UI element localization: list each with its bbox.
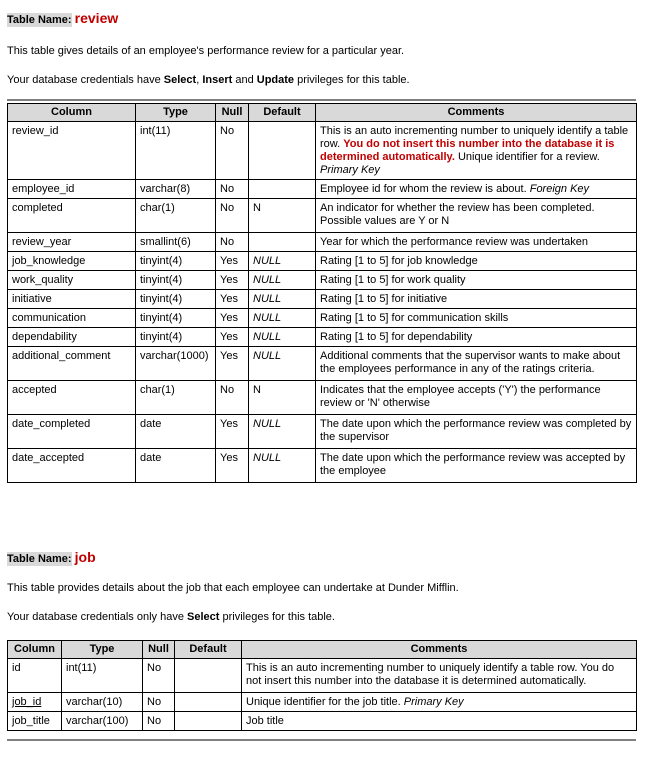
job-table-name: job: [74, 549, 96, 565]
cell-type: int(11): [136, 122, 216, 180]
cell-null: No: [216, 233, 249, 252]
cell-null: Yes: [216, 271, 249, 290]
header-null: Null: [143, 641, 175, 659]
cell-comments: Job title: [242, 712, 637, 731]
comment-text: This is an auto incrementing number to uniquely identify a table row.: [320, 125, 629, 150]
review-heading: [7, 10, 118, 26]
table-row: [8, 122, 637, 180]
table-row: [8, 659, 637, 693]
cell-default: NULL: [249, 415, 316, 449]
comment-key: Primary Key: [320, 164, 380, 176]
cell-type: char(1): [136, 199, 216, 233]
cell-null: Yes: [216, 449, 249, 483]
cell-type: smallint(6): [136, 233, 216, 252]
table-row: [8, 180, 637, 199]
cell-comments: Rating [1 to 5] for communication skills: [316, 309, 637, 328]
priv-text: privileges for this table.: [219, 611, 335, 623]
cell-type: int(11): [62, 659, 143, 693]
cell-null: No: [216, 180, 249, 199]
cell-comments: Rating [1 to 5] for dependability: [316, 328, 637, 347]
cell-null: Yes: [216, 347, 249, 381]
cell-null: No: [143, 693, 175, 712]
job-description: This table provides details about the job that each employee can undertake at Dunder Mifflin.: [7, 582, 459, 594]
header-null: Null: [216, 104, 249, 122]
cell-column: date_completed: [8, 415, 136, 449]
cell-column: employee_id: [8, 180, 136, 199]
cell-default: [175, 659, 242, 693]
cell-column: date_accepted: [8, 449, 136, 483]
cell-null: Yes: [216, 252, 249, 271]
table-row: [8, 252, 637, 271]
review-table-name: review: [74, 10, 119, 26]
priv-text: privileges for this table.: [294, 74, 410, 86]
cell-comments: [316, 122, 637, 180]
table-row: [8, 347, 637, 381]
comment-warning: You do not insert this number into the database it is determined automatically.: [320, 138, 615, 163]
header-comments: Comments: [242, 641, 637, 659]
cell-comments: [242, 693, 637, 712]
cell-type: char(1): [136, 381, 216, 415]
header-default: Default: [175, 641, 242, 659]
cell-default: [175, 693, 242, 712]
cell-default: [249, 180, 316, 199]
job-schema-table: [7, 640, 637, 731]
table-row: [8, 199, 637, 233]
header-comments: Comments: [316, 104, 637, 122]
cell-default: NULL: [249, 290, 316, 309]
cell-column: dependability: [8, 328, 136, 347]
cell-comments: The date upon which the performance review was completed by the supervisor: [316, 415, 637, 449]
job-privileges: [7, 611, 335, 623]
header-column: Column: [8, 641, 62, 659]
cell-column: job_title: [8, 712, 62, 731]
cell-column: initiative: [8, 290, 136, 309]
cell-default: NULL: [249, 309, 316, 328]
cell-comments: This is an auto incrementing number to uniquely identify a table row. You do not insert this number into the database it is determined automatically.: [242, 659, 637, 693]
cell-null: Yes: [216, 328, 249, 347]
cell-null: Yes: [216, 290, 249, 309]
cell-default: NULL: [249, 328, 316, 347]
priv-text: ,: [196, 74, 203, 86]
cell-null: No: [143, 712, 175, 731]
cell-type: varchar(10): [62, 693, 143, 712]
priv-update: Update: [256, 74, 295, 86]
cell-type: varchar(1000): [136, 347, 216, 381]
review-heading-label: Table Name:: [7, 14, 72, 26]
table-row: [8, 381, 637, 415]
table-row: [8, 271, 637, 290]
cell-column: job_id: [8, 693, 62, 712]
cell-comments: Additional comments that the supervisor wants to make about the employees performance in any of the ratings criteria.: [316, 347, 637, 381]
cell-column: work_quality: [8, 271, 136, 290]
cell-comments: Indicates that the employee accepts ('Y') the performance review or 'N' otherwise: [316, 381, 637, 415]
table-header-row: [8, 641, 637, 659]
cell-type: tinyint(4): [136, 328, 216, 347]
cell-type: tinyint(4): [136, 271, 216, 290]
cell-column: review_id: [8, 122, 136, 180]
cell-type: varchar(100): [62, 712, 143, 731]
comment-text: Unique identifier for the job title.: [246, 696, 404, 708]
cell-column: id: [8, 659, 62, 693]
cell-default: N: [249, 199, 316, 233]
priv-select: Select: [163, 74, 197, 86]
header-type: Type: [136, 104, 216, 122]
cell-comments: The date upon which the performance review was accepted by the employee: [316, 449, 637, 483]
priv-select: Select: [187, 611, 220, 623]
job-heading: [7, 549, 96, 565]
priv-text: Your database credentials have: [7, 74, 164, 86]
cell-default: NULL: [249, 449, 316, 483]
cell-column: communication: [8, 309, 136, 328]
header-type: Type: [62, 641, 143, 659]
table-row: [8, 415, 637, 449]
table-row: [8, 309, 637, 328]
cell-null: No: [216, 381, 249, 415]
cell-default: NULL: [249, 271, 316, 290]
cell-default: NULL: [249, 347, 316, 381]
cell-null: No: [143, 659, 175, 693]
cell-default: [175, 712, 242, 731]
cell-null: Yes: [216, 415, 249, 449]
comment-text: Employee id for whom the review is about.: [320, 183, 530, 195]
table-row: [8, 449, 637, 483]
table-row: [8, 693, 637, 712]
header-column: Column: [8, 104, 136, 122]
table-row: [8, 290, 637, 309]
priv-text: Your database credentials only have: [7, 611, 187, 623]
cell-column: additional_comment: [8, 347, 136, 381]
cell-null: Yes: [216, 309, 249, 328]
table-row: [8, 233, 637, 252]
cell-comments: [316, 180, 637, 199]
cell-type: date: [136, 415, 216, 449]
cell-default: NULL: [249, 252, 316, 271]
review-description: This table gives details of an employee's performance review for a particular year.: [7, 45, 405, 57]
comment-text: Unique identifier for a review.: [454, 151, 600, 163]
cell-comments: Rating [1 to 5] for work quality: [316, 271, 637, 290]
review-schema-table: [7, 103, 637, 483]
review-privileges: [7, 74, 410, 86]
comment-key: Foreign Key: [529, 183, 590, 195]
cell-comments: Rating [1 to 5] for job knowledge: [316, 252, 637, 271]
table-row: [8, 712, 637, 731]
cell-comments: Rating [1 to 5] for initiative: [316, 290, 637, 309]
cell-null: No: [216, 199, 249, 233]
cell-column: review_year: [8, 233, 136, 252]
comment-key: Primary Key: [403, 696, 464, 708]
cell-type: date: [136, 449, 216, 483]
priv-text: and: [232, 74, 257, 86]
header-default: Default: [249, 104, 316, 122]
section-rule: [7, 739, 636, 741]
cell-type: tinyint(4): [136, 252, 216, 271]
section-rule: [7, 99, 636, 101]
cell-null: No: [216, 122, 249, 180]
cell-type: varchar(8): [136, 180, 216, 199]
table-header-row: [8, 104, 637, 122]
cell-type: tinyint(4): [136, 309, 216, 328]
cell-default: [249, 122, 316, 180]
priv-insert: Insert: [202, 74, 233, 86]
cell-comments: Year for which the performance review was undertaken: [316, 233, 637, 252]
cell-default: [249, 233, 316, 252]
cell-type: tinyint(4): [136, 290, 216, 309]
job-heading-label: Table Name:: [7, 553, 72, 565]
cell-comments: An indicator for whether the review has been completed. Possible values are Y or N: [316, 199, 637, 233]
cell-column: job_knowledge: [8, 252, 136, 271]
cell-column: completed: [8, 199, 136, 233]
cell-column: accepted: [8, 381, 136, 415]
table-row: [8, 328, 637, 347]
cell-default: N: [249, 381, 316, 415]
